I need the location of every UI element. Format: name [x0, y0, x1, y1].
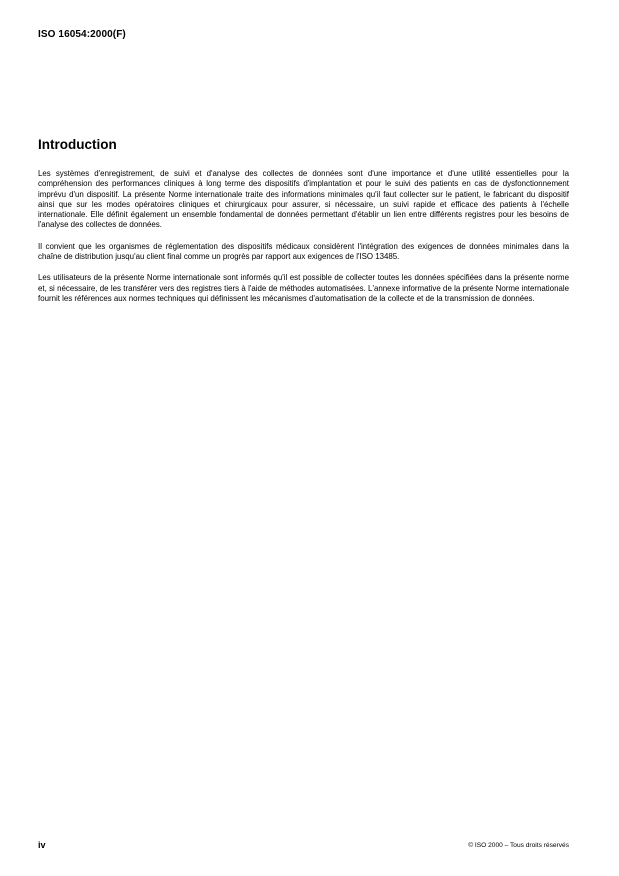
paragraph-1: Les systèmes d'enregistrement, de suivi et d'analyse des collectes de données sont d'une importance et d'une utilité essentielles pour la compréhension des performances cliniques à long terme des dispositifs d'implantation et pour le suivi des patients en cas de dysfonctionnement imprévu d'un dispositif. La présente Norme internationale traite des informations minimales qu'il faut collecter sur le patient, le fabricant du dispositif ainsi que sur les modes opératoires cliniques et chirurgicaux pour assurer, si nécessaire, un suivi rapide et efficace des patients à l'échelle internationale. Elle définit également un ensemble fondamental de données permettant d'établir un lien entre différents registres pour les besoins de l'analyse des collectes de données.	[38, 169, 569, 230]
copyright-notice: © ISO 2000 – Tous droits réservés	[468, 842, 569, 849]
paragraph-2: Il convient que les organismes de réglementation des dispositifs médicaux considèrent l'intégration des exigences de données minimales dans la chaîne de distribution jusqu'au client final comme un progrès par rapport aux exigences de l'ISO 13485.	[38, 241, 569, 262]
section-body	[38, 169, 569, 315]
page-number: iv	[38, 840, 46, 850]
paragraph-3: Les utilisateurs de la présente Norme internationale sont informés qu'il est possible de collecter toutes les données spécifiées dans la présente norme et, si nécessaire, de les transférer vers des registres tiers à l'aide de méthodes automatisées. L'annexe informative de la présente Norme internationale fournit les références aux normes techniques qui définissent les mécanismes d'automatisation de la collecte et de la transmission de données.	[38, 273, 569, 303]
section-title: Introduction	[38, 137, 117, 152]
document-identifier: ISO 16054:2000(F)	[38, 29, 126, 40]
